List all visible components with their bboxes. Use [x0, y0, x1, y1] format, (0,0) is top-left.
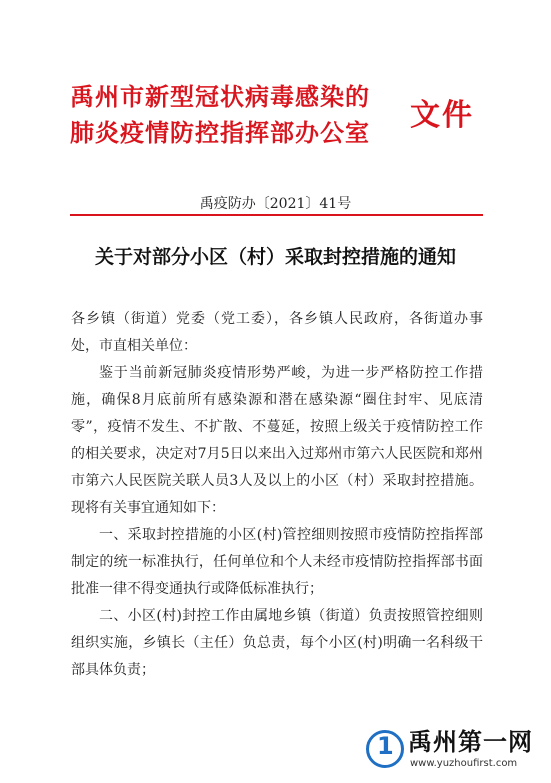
body-paragraph-item-1: 一、采取封控措施的小区(村)管控细则按照市疫情防控指挥部制定的统一标准执行，任何单位和个人未经市疫情防控指挥部书面批准一律不得变通执行或降低标准执行；: [71, 527, 483, 597]
notice-title: 关于对部分小区（村）采取封控措施的通知: [94, 246, 456, 268]
site-name: 禹州第一网: [408, 728, 533, 756]
notice-body: [71, 306, 483, 684]
body-paragraph-item-2: 二、小区(村)封控工作由属地乡镇（街道）负责按照管控细则组织实施，乡镇长（主任）负总责，每个小区(村)明确一名科级干部具体负责；: [71, 608, 483, 678]
red-divider-rule: [70, 214, 483, 216]
body-paragraph-background: 鉴于当前新冠肺炎疫情形势严峻，为进一步严格防控工作措施，确保8月底前所有感染源和潜在感染源“圈住封牢、见底清零”，疫情不发生、不扩散、不蔓延，按照上级关于疫情防控工作的相关要求，决定对7月5日以来出入过郑州市第六人民医院和郑州市第六人民医院关联人员3人及以上的小区（村）采取封控措施。现将有关事宜通知如下：: [71, 365, 483, 516]
document-number: 禹疫防办〔2021〕41号: [199, 196, 352, 212]
issuing-office-line-2: 肺炎疫情防控指挥部办公室: [70, 118, 370, 147]
site-watermark: [366, 728, 541, 776]
document-type-label: 文件: [410, 98, 474, 133]
document-header: [70, 82, 490, 164]
site-logo-glyph: 1: [377, 732, 394, 760]
site-url: www.yuzhoufirst.com: [410, 758, 518, 769]
issuing-office-line-1: 禹州市新型冠状病毒感染的: [70, 82, 370, 111]
salutation: 各乡镇（街道）党委（党工委），各乡镇人民政府，各街道办事处，市直相关单位：: [71, 311, 483, 354]
